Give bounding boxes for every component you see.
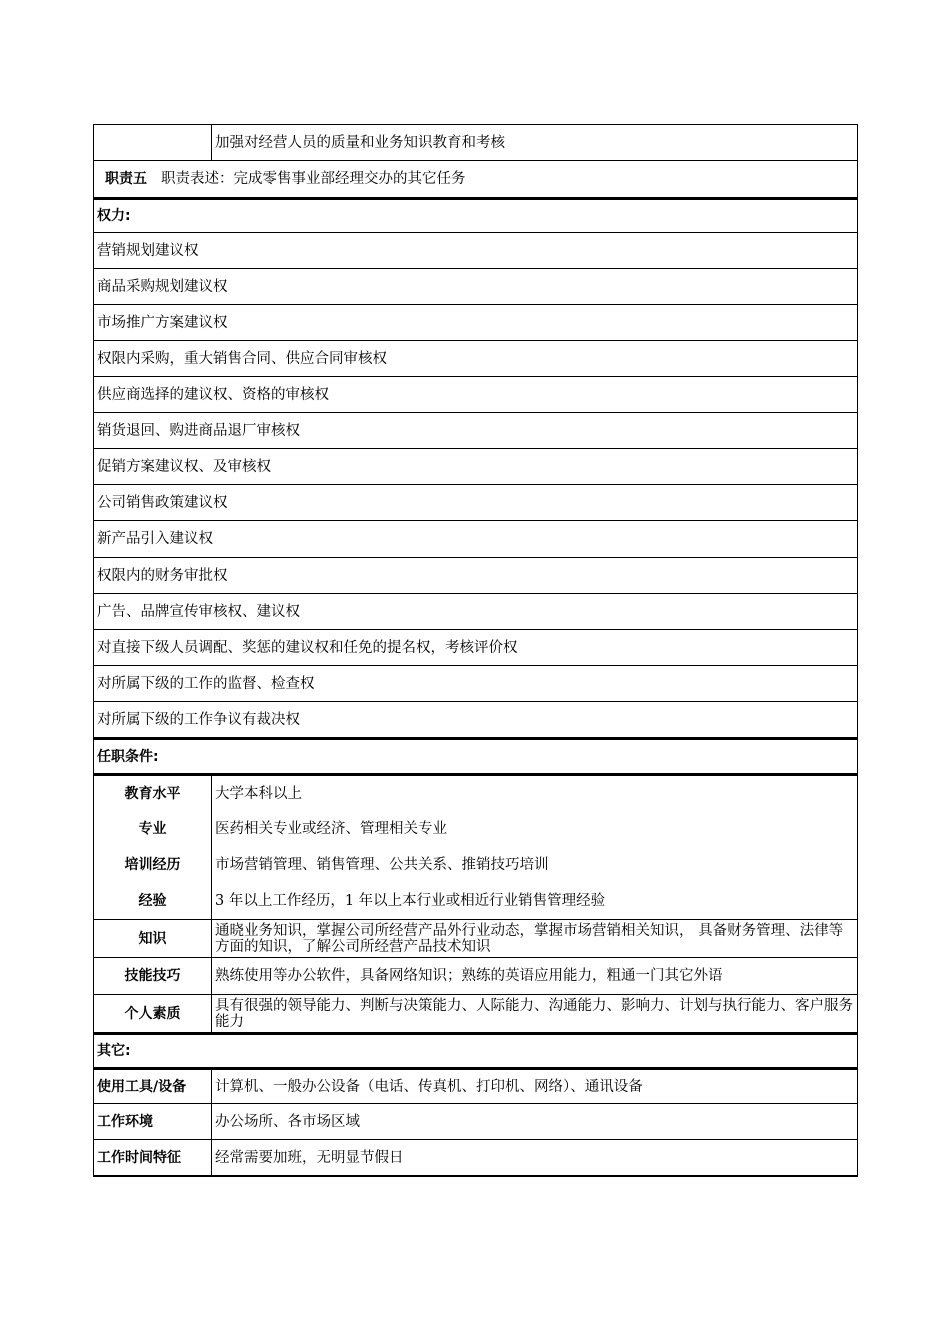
qual-value: 熟练使用等办公软件，具备网络知识；熟练的英语应用能力，粗通一门其它外语 [215, 968, 723, 984]
powers-list [93, 233, 858, 738]
qual-label: 经验 [94, 883, 212, 919]
qual-value: 具有很强的领导能力、判断与决策能力、人际能力、沟通能力、影响力、计划与执行能力、客户服务能力 [215, 997, 853, 1030]
powers-heading: 权力: [97, 208, 131, 224]
power-item: 营销规划建议权 [93, 233, 858, 269]
power-item: 对直接下级人员调配、奖惩的建议权和任免的提名权，考核评价权 [93, 630, 858, 666]
qual-value: 3 年以上工作经历，1 年以上本行业或相近行业销售管理经验 [215, 893, 606, 909]
power-item: 权限内采购，重大销售合同、供应合同审核权 [93, 341, 858, 377]
qual-label: 技能技巧 [94, 958, 212, 994]
power-item: 销货退回、购进商品退厂审核权 [93, 413, 858, 449]
qual-row-major [93, 811, 858, 846]
qual-label: 培训经历 [94, 846, 212, 883]
other-row-tools [93, 1068, 858, 1104]
qual-row-personal [93, 994, 858, 1033]
qual-label: 知识 [94, 920, 212, 957]
other-label: 工作环境 [94, 1104, 212, 1139]
power-item: 商品采购规划建议权 [93, 269, 858, 305]
power-item: 对所属下级的工作争议有裁决权 [93, 702, 858, 738]
other-value: 经常需要加班，无明显节假日 [215, 1149, 404, 1166]
other-heading: 其它: [97, 1043, 131, 1059]
qual-row-education [93, 774, 858, 811]
qual-value: 通晓业务知识，掌握公司所经营产品外行业动态，掌握市场营销相关知识， 具备财务管理、法律等方面的知识，了解公司所经营产品技术知识 [215, 922, 844, 955]
qual-row-knowledge [93, 920, 858, 958]
power-item: 广告、品牌宣传审核权、建议权 [93, 594, 858, 630]
power-item: 对所属下级的工作的监督、检查权 [93, 666, 858, 702]
power-item: 供应商选择的建议权、资格的审核权 [93, 377, 858, 413]
qual-label: 教育水平 [94, 776, 212, 811]
qualifications-heading: 任职条件: [97, 748, 159, 765]
qualifications-heading-row [93, 738, 858, 774]
qual-label: 个人素质 [94, 995, 212, 1032]
duty5-label: 职责五 [105, 171, 147, 187]
qual-label: 专业 [94, 811, 212, 846]
other-value: 办公场所、各市场区域 [215, 1113, 360, 1130]
power-item: 促销方案建议权、及审核权 [93, 449, 858, 485]
other-row-environment [93, 1104, 858, 1140]
duty-text: 加强对经营人员的质量和业务知识教育和考核 [215, 134, 505, 151]
qual-row-experience [93, 883, 858, 920]
duty-row-continued [93, 124, 858, 161]
duty5-text: 职责表述：完成零售事业部经理交办的其它任务 [161, 171, 466, 187]
power-item: 权限内的财务审批权 [93, 558, 858, 594]
job-description-table [93, 124, 858, 1177]
qual-row-skills [93, 958, 858, 994]
qual-value: 大学本科以上 [215, 785, 302, 802]
other-row-hours [93, 1140, 858, 1177]
empty-label-cell [94, 125, 212, 160]
other-label: 工作时间特征 [94, 1140, 212, 1175]
qualifications-block [93, 774, 858, 1033]
qual-row-training [93, 846, 858, 883]
other-label: 使用工具/设备 [94, 1070, 212, 1103]
power-item: 市场推广方案建议权 [93, 305, 858, 341]
other-heading-row [93, 1033, 858, 1068]
duty5-row [93, 161, 858, 198]
power-item: 公司销售政策建议权 [93, 485, 858, 521]
qual-value: 医药相关专业或经济、管理相关专业 [215, 820, 447, 837]
other-block [93, 1068, 858, 1177]
powers-heading-row [93, 198, 858, 233]
other-value: 计算机、一般办公设备（电话、传真机、打印机、网络）、通讯设备 [215, 1078, 643, 1095]
power-item: 新产品引入建议权 [93, 521, 858, 558]
qual-value: 市场营销管理、销售管理、公共关系、推销技巧培训 [215, 856, 549, 873]
